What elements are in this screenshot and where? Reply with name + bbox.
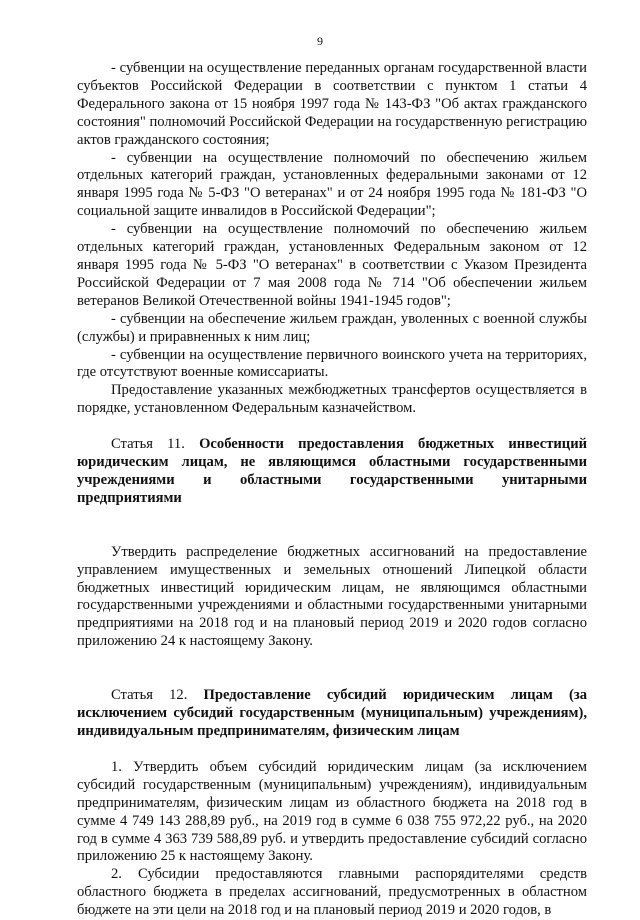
article-11-heading — [77, 436, 587, 508]
paragraph: - субвенции на осуществление полномочий по обеспечению жильем отдельных категорий граждан, установленных федеральными законами от 12 января 1995 года № 5-ФЗ "О ветеранах" и от 24 ноября 1995 года № 181-ФЗ "О социальной защите инвалидов в Российской Федерации"; — [77, 149, 587, 220]
paragraph: Утвердить распределение бюджетных ассигнований на предоставление управлением имущественных и земельных отношений Липецкой области бюджетных инвестиций юридическим лицам, не являющимся областными государственными учреждениями и областными государственными унитарными предприятиями на 2018 год и на плановый период 2019 и 2020 годов согласно приложению 24 к настоящему Закону. — [77, 543, 587, 650]
paragraph: 1. Утвердить объем субсидий юридическим лицам (за исключением субсидий государственным (муниципальным) учреждениям), индивидуальным предпринимателям, физическим лицам из областного бюджета на 2018 год в сумме 4 749 143 288,89 руб., на 2019 год в сумме 6 038 755 972,22 руб., на 2020 год в сумме 4 363 739 588,89 руб. и утвердить предоставление субсидий согласно приложению 25 к настоящему Закону. — [77, 758, 587, 865]
article-11-title: Особенности предоставления бюджетных инвестиций юридическим лицам, не являющимся областными государственными учреждениями и областными государственными унитарными предприятиями — [77, 436, 588, 506]
paragraph: Предоставление указанных межбюджетных трансфертов осуществляется в порядке, установленном Федеральным казначейством. — [77, 382, 587, 417]
paragraph: - субвенции на обеспечение жильем граждан, уволенных с военной службы (службы) и приравненных к ним лиц; — [77, 310, 587, 345]
paragraph: - субвенции на осуществление переданных органам государственной власти субъектов Российской Федерации в соответствии с пунктом 1 статьи 4 Федерального закона от 15 ноября 1997 года № 143-ФЗ "Об актах гражданского состояния" полномочий Российской Федерации на государственную регистрацию актов гражданского состояния; — [77, 60, 587, 148]
article-12-label: Статья 12. — [111, 687, 188, 704]
spacer — [77, 418, 587, 436]
paragraph: - субвенции на осуществление первичного воинского учета на территориях, где отсутствуют военные комиссариаты. — [77, 346, 587, 381]
paragraph: 2. Субсидии предоставляются главными распорядителями средств областного бюджета в пределах ассигнований, предусмотренных в областном бюджете на эти цели на 2018 год и на плановый период 2019 и 2020 годов, в — [77, 866, 587, 919]
paragraph: - субвенции на осуществление полномочий по обеспечению жильем отдельных категорий граждан, установленных Федеральным законом от 12 января 1995 года № 5-ФЗ "О ветеранах" в соответствии с Указом Президента Российской Федерации от 7 мая 2008 года № 714 "Об обеспечении жильем ветеранов Великой Отечественной войны 1941-1945 годов"; — [77, 221, 587, 309]
spacer — [77, 651, 587, 687]
document-body — [77, 60, 587, 920]
article-12-title: Предоставление субсидий юридическим лицам (за исключением субсидий государственным (муниципальным) учреждениям), индивидуальным предпринимателям, физическим лицам — [77, 687, 588, 739]
spacer — [77, 508, 587, 544]
article-11-label: Статья 11. — [111, 436, 185, 453]
page-number: 9 — [317, 34, 323, 48]
article-12-heading — [77, 687, 587, 741]
spacer — [77, 741, 587, 759]
